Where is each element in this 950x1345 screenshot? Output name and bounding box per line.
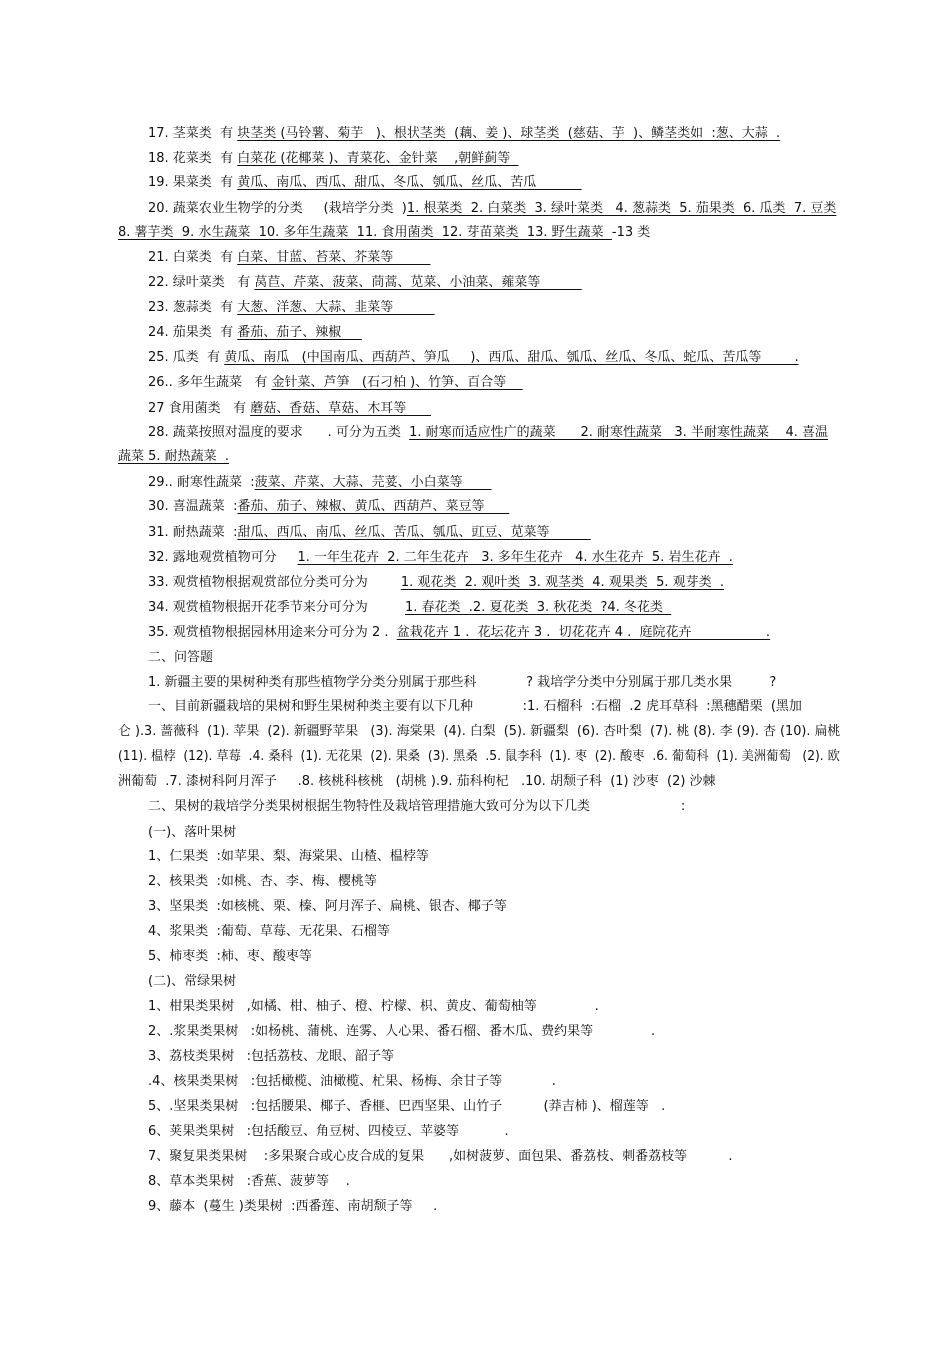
- q19-answer: 黄瓜、南瓜、西瓜、甜瓜、冬瓜、瓠瓜、丝瓜、苦瓜: [237, 175, 582, 190]
- q27-answer: 蘑菇、香菇、草菇、木耳等: [250, 401, 432, 416]
- q21-answer: 白菜、甘蓝、苔菜、芥菜等: [237, 250, 431, 265]
- q32-text: 32. 露地观赏植物可分: [148, 550, 298, 565]
- q23-text: 23. 葱蒜类 有: [148, 300, 238, 315]
- q28-answer: 1. 耐寒而适应性广的蔬菜 2. 耐寒性蔬菜 3. 半耐寒性蔬菜 4. 喜温: [409, 425, 829, 440]
- evergreen-item-8: 8、草本类果树 :香蕉、菠萝等 .: [148, 1174, 350, 1189]
- q27-line: [148, 396, 431, 421]
- section-heading: 二、问答题: [148, 650, 214, 665]
- q26-line: [148, 370, 523, 395]
- q28-line-cont: [118, 444, 229, 469]
- q22-text: 22. 绿叶菜类 有: [148, 275, 255, 290]
- q27-text: 27 食用菌类 有: [148, 401, 251, 416]
- q24-text: 24. 茄果类 有: [148, 325, 238, 340]
- q29-answer: 菠菜、芹菜、大蒜、芫荽、小白菜等: [254, 475, 492, 490]
- q28-text: 28. 蔬菜按照对温度的要求 . 可分为五类: [148, 425, 410, 440]
- q17-text: 17. 茎菜类 有: [148, 126, 238, 141]
- q23-line: [148, 295, 435, 320]
- q20-tail: -13 类: [611, 225, 651, 240]
- evergreen-item-9: 9、藤本 (蔓生 )类果树 :西番莲、南胡颓子等 .: [148, 1199, 438, 1214]
- qa1-question: 1. 新疆主要的果树种类有那些植物学分类分别属于那些科 ? 栽培学分类中分别属于那几类水果 ?: [148, 675, 777, 690]
- q18-text: 18. 花菜类 有: [148, 151, 238, 166]
- q33-answer: 1. 观花类 2. 观叶类 3. 观茎类 4. 观果类 5. 观芽类 .: [400, 575, 725, 590]
- ans1-line-1: 一、目前新疆栽培的果树和野生果树种类主要有以下几种 :1. 石榴科 :石榴 .2 虎耳草科 :黑穗醋栗 (黑加: [148, 699, 802, 714]
- evergreen-item-3: 3、荔枝类果树 :包括荔枝、龙眼、韶子等: [148, 1049, 395, 1064]
- evergreen-item-6: 6、荚果类果树 :包括酸豆、角豆树、四棱豆、苹婆等 .: [148, 1124, 509, 1139]
- q26-text: 26.. 多年生蔬菜 有: [148, 375, 272, 390]
- ans1-line-3: (11). 榅桲 (12). 草莓 .4. 桑科 (1). 无花果 (2). 果桑 (3). 黑桑 .5. 鼠李科 (1). 枣 (2). 酸枣 .6. 葡萄科 (1). 美洲葡萄 (2). 欧: [118, 749, 840, 764]
- q28-line: [148, 420, 828, 445]
- evergreen-item-2: 2、.浆果类果树 :如杨桃、蒲桃、连雾、人心果、番石榴、番木瓜、费约果等 .: [148, 1024, 656, 1039]
- q22-answer: 莴苣、芹菜、菠菜、茼蒿、苋菜、小油菜、蕹菜等: [254, 275, 582, 290]
- q25-text: 25. 瓜类 有: [148, 350, 225, 365]
- q31-text: 31. 耐热蔬菜 :: [148, 525, 238, 540]
- deciduous-item-3: 3、坚果类 :如核桃、栗、榛、阿月浑子、扁桃、银杏、椰子等: [148, 899, 507, 914]
- q19-text: 19. 果菜类 有: [148, 175, 238, 190]
- q17-answer: 块茎类 (马铃薯、菊芋 )、根状茎类 (藕、姜 )、球茎类 (慈菇、芋 )、鳞茎类如 :葱、大蒜 .: [237, 126, 781, 141]
- q35-answer: 盆栽花卉 1 . 花坛花卉 3 . 切花花卉 4 . 庭院花卉 .: [396, 625, 771, 640]
- ans1-line-2: 仑 ).3. 蔷薇科 (1). 苹果 (2). 新疆野苹果 (3). 海棠果 (4). 白梨 (5). 新疆梨 (6). 杏叶梨 (7). 桃 (8). 李 (9). 杏 (10). 扁桃: [118, 724, 841, 739]
- q20-line-cont: [118, 220, 650, 245]
- deciduous-item-5: 5、柿枣类 :柿、枣、酸枣等: [148, 949, 312, 964]
- q30-line: [148, 494, 509, 519]
- evergreen-item-5: 5、.坚果类果树 :包括腰果、椰子、香榧、巴西坚果、山竹子 (莽吉柿 )、榴莲等 .: [148, 1099, 666, 1114]
- q17-line: [148, 121, 780, 146]
- q31-answer: 甜瓜、西瓜、南瓜、丝瓜、苦瓜、瓠瓜、豇豆、苋菜等: [237, 525, 591, 540]
- q31-line: [148, 520, 591, 545]
- q30-text: 30. 喜温蔬菜 :: [148, 499, 238, 514]
- q33-text: 33. 观赏植物根据观赏部位分类可分为: [148, 575, 401, 590]
- evergreen-item-7: 7、聚复果类果树 :多果聚合或心皮合成的复果 ,如树菠萝、面包果、番荔枝、刺番荔枝等 .: [148, 1149, 733, 1164]
- q21-text: 21. 白菜类 有: [148, 250, 238, 265]
- q25-line: [148, 345, 799, 370]
- ans2-title: 二、果树的栽培学分类果树根据生物特性及栽培管理措施大致可分为以下几类 :: [148, 799, 686, 814]
- evergreen-item-1: 1、柑果类果树 ,如橘、柑、柚子、橙、柠檬、枳、黄皮、葡萄柚等 .: [148, 999, 599, 1014]
- q34-text: 34. 观赏植物根据开花季节来分可分为: [148, 600, 405, 615]
- q23-answer: 大葱、洋葱、大蒜、韭菜等: [237, 300, 435, 315]
- q25-answer: 黄瓜、南瓜 (中国南瓜、西葫芦、笋瓜 )、西瓜、甜瓜、瓠瓜、丝瓜、冬瓜、蛇瓜、苦瓜等 .: [224, 350, 799, 365]
- q24-answer: 番茄、茄子、辣椒: [237, 325, 362, 340]
- q22-line: [148, 270, 582, 295]
- deciduous-title: (一)、落叶果树: [148, 825, 237, 840]
- evergreen-title: (二)、常绿果树: [148, 974, 237, 989]
- q20-answer: 1. 根菜类 2. 白菜类 3. 绿叶菜类 4. 葱蒜类 5. 茄果类 6. 瓜类 7. 豆类: [406, 201, 837, 216]
- q30-answer: 番茄、茄子、辣椒、黄瓜、西葫芦、菜豆等: [237, 499, 510, 514]
- evergreen-item-4: .4、核果类果树 :包括橄榄、油橄榄、杧果、杨梅、余甘子等 .: [148, 1074, 556, 1089]
- q34-line: [148, 595, 671, 620]
- deciduous-item-2: 2、核果类 :如桃、杏、李、梅、樱桃等: [148, 874, 377, 889]
- q20-answer-cont: 8. 薯芋类 9. 水生蔬菜 10. 多年生蔬菜 11. 食用菌类 12. 芽苗菜类 13. 野生蔬菜: [118, 225, 612, 240]
- deciduous-item-4: 4、浆果类 :葡萄、草莓、无花果、石榴等: [148, 924, 390, 939]
- deciduous-item-1: 1、仁果类 :如苹果、梨、海棠果、山楂、榅桲等: [148, 849, 429, 864]
- q20-text: 20. 蔬菜农业生物学的分类 (栽培学分类 ): [148, 201, 407, 216]
- q18-answer: 白菜花 (花椰菜 )、青菜花、金针菜 ,朝鲜蓟等: [237, 151, 519, 166]
- q24-line: [148, 320, 362, 345]
- q20-line: [148, 196, 836, 221]
- q28-answer-cont: 蔬菜 5. 耐热蔬菜 .: [118, 449, 230, 464]
- q19-line: [148, 170, 582, 195]
- q32-line: [148, 545, 733, 570]
- q34-answer: 1. 春花类 .2. 夏花类 3. 秋花类 ?4. 冬花类: [405, 600, 672, 615]
- q35-line: [148, 620, 770, 645]
- q33-line: [148, 570, 724, 595]
- q29-line: [148, 470, 492, 495]
- q18-line: [148, 146, 519, 171]
- q29-text: 29.. 耐寒性蔬菜 :: [148, 475, 255, 490]
- q26-answer: 金针菜、芦笋 (石刁柏 )、竹笋、百合等: [271, 375, 523, 390]
- q21-line: [148, 245, 430, 270]
- ans1-line-4: 洲葡萄 .7. 漆树科阿月浑子 .8. 核桃科核桃 (胡桃 ).9. 茄科枸杞 .10. 胡颓子科 (1) 沙枣 (2) 沙棘: [118, 774, 716, 789]
- q35-text: 35. 观赏植物根据园林用途来分可分为 2 .: [148, 625, 397, 640]
- q32-answer: 1. 一年生花卉 2. 二年生花卉 3. 多年生花卉 4. 水生花卉 5. 岩生花卉 .: [297, 550, 733, 565]
